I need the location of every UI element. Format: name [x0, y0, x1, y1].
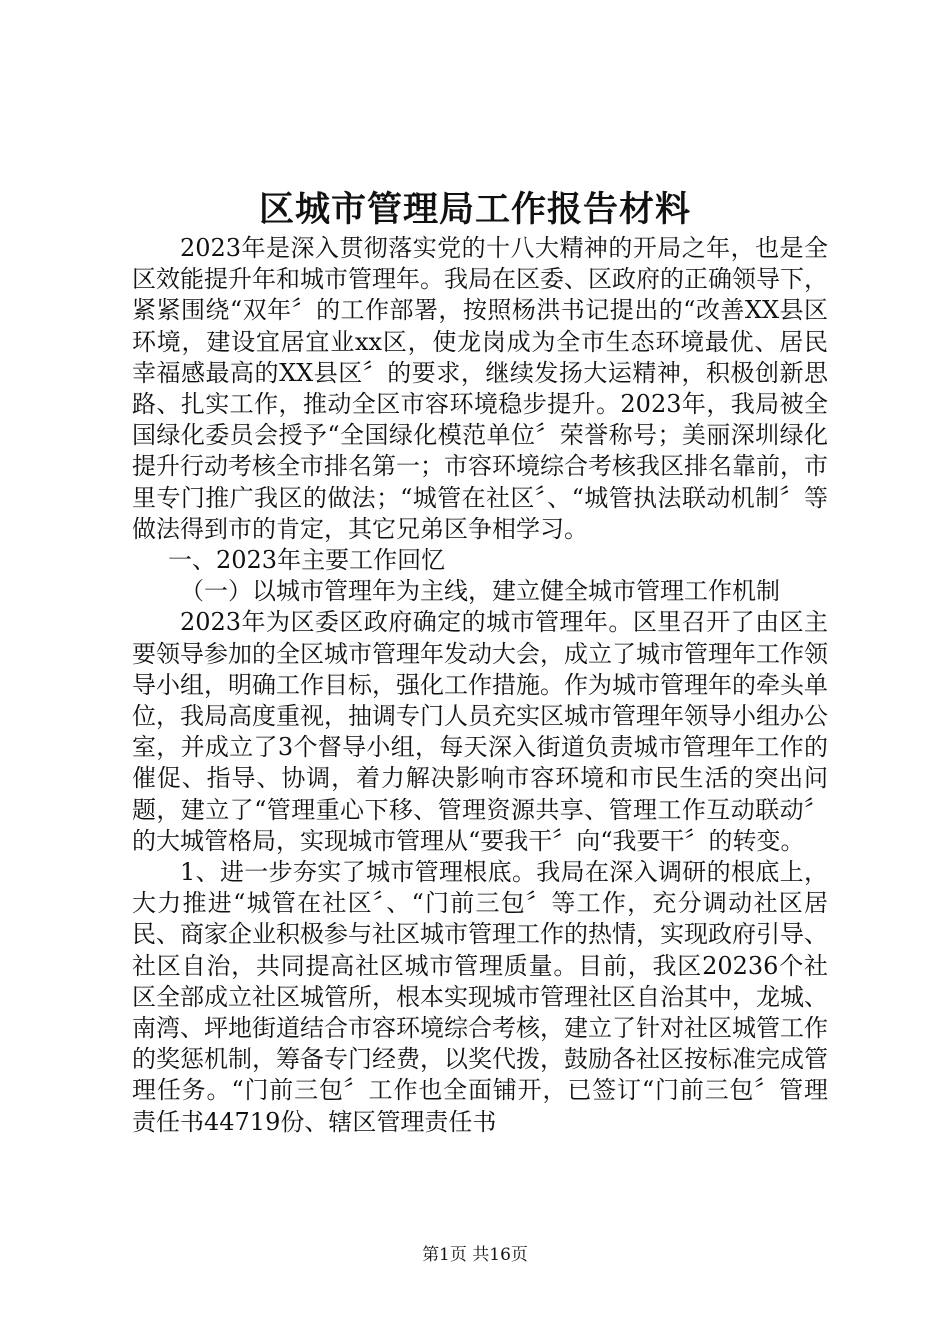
body-paragraph: 1、进一步夯实了城市管理根底。我局在深入调研的根底上，大力推进“城管在社区〞、“门前三包〞等工作，充分调动社区居民、商家企业积极参与社区城市管理工作的热情，实现政府引导、社区自治，共同提高社区城市管理质量。目前，我区20236个社区全部成立社区城管所，根本实现城市管理社区自治其中，龙城、南湾、坪地街道结合市容环境综合考核，建立了针对社区城管工作的奖惩机制，筹备专门经费，以奖代拨，鼓励各社区按标准完成管理任务。“门前三包〞工作也全面铺开，已签订“门前三包〞管理责任书44719份、辖区管理责任书 [132, 858, 828, 1136]
intro-paragraph: 2023年是深入贯彻落实党的十八大精神的开局之年，也是全区效能提升年和城市管理年。我局在区委、区政府的正确领导下，紧紧围绕“双年〞的工作部署，按照杨洪书记提出的“改善XX县区环境，建设宜居宜业xx区，使龙岗成为全市生态环境最优、居民幸福感最高的XX县区〞的要求，继续发扬大运精神，积极创新思路、扎实工作，推动全区市容环境稳步提升。2023年，我局被全国绿化委员会授予“全国绿化模范单位〞荣誉称号；美丽深圳绿化提升行动考核全市排名第一；市容环境综合考核我区排名靠前，市里专门推广我区的做法；“城管在社区〞、“城管执法联动机制〞等做法得到市的肯定，其它兄弟区争相学习。 [132, 234, 828, 543]
page-number: 第1页 共16页 [422, 1245, 528, 1265]
document-title: 区城市管理局工作报告材料 [258, 189, 691, 230]
subsection-heading: （一）以城市管理年为主线，建立健全城市管理工作机制 [180, 577, 780, 606]
section-heading: 一、2023年主要工作回忆 [168, 546, 446, 575]
document-body [132, 233, 828, 1138]
body-paragraph: 2023年为区委区政府确定的城市管理年。区里召开了由区主要领导参加的全区城市管理年发动大会，成立了城市管理年工作领导小组，明确工作目标，强化工作措施。作为城市管理年的牵头单位，我局高度重视，抽调专门人员充实区城市管理年领导小组办公室，并成立了3个督导小组，每天深入街道负责城市管理年工作的催促、指导、协调，着力解决影响市容环境和市民生活的突出问题，建立了“管理重心下移、管理资源共享、管理工作互动联动〞的大城管格局，实现城市管理从“要我干〞向“我要干〞的转变。 [132, 608, 828, 855]
